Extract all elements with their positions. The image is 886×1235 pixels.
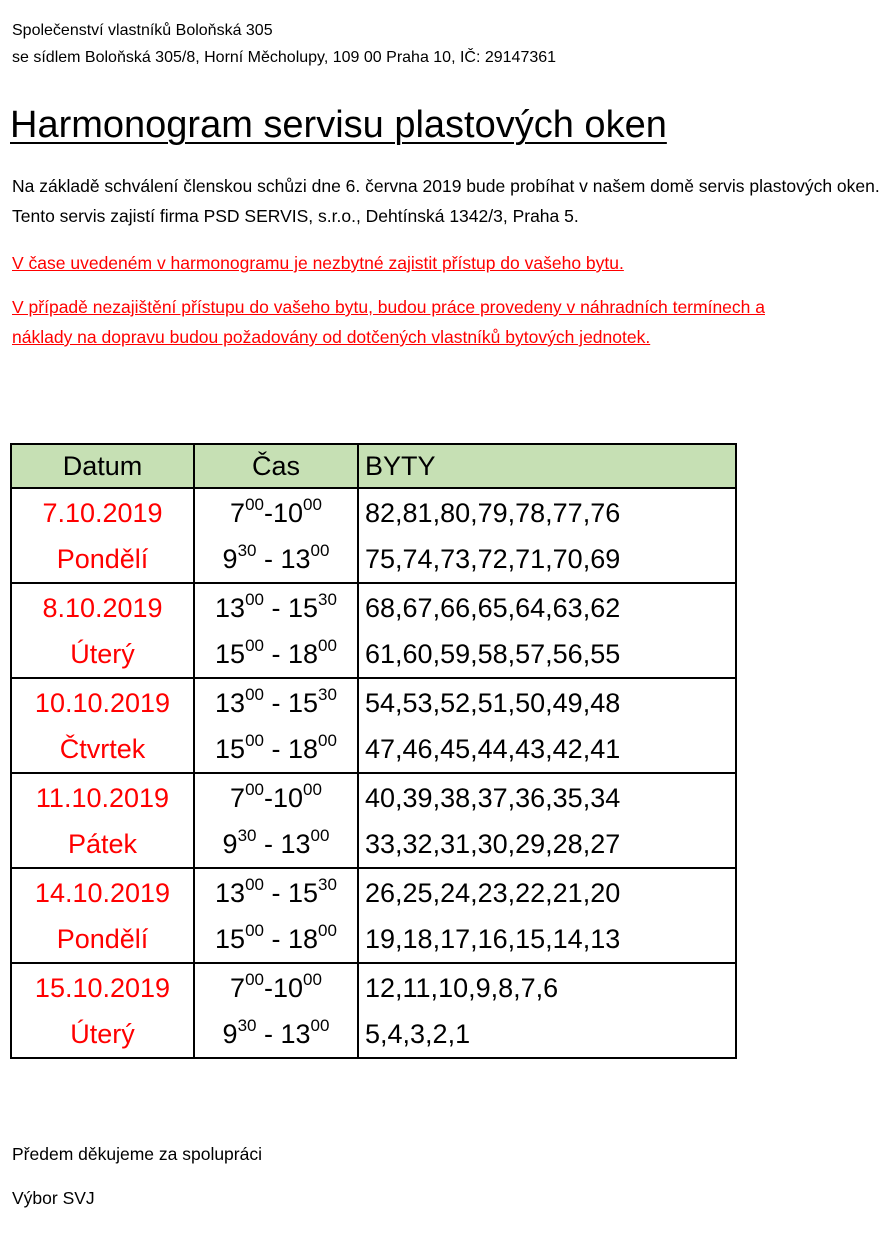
header-flats: BYTY (358, 444, 736, 488)
time-hours: 18 (288, 733, 319, 764)
time-separator: - (264, 733, 288, 764)
thanks-text: Předem děkujeme za spolupráci (12, 1144, 262, 1164)
time-cell (194, 963, 358, 1058)
time-hours: 9 (222, 1018, 238, 1049)
time-minutes: 00 (318, 730, 337, 750)
access-warning: V čase uvedeném v harmonogramu je nezbytné zajistit přístup do vašeho bytu. (12, 253, 624, 273)
time-separator: - (264, 687, 288, 718)
time-slot (195, 536, 357, 582)
date-text: 14.10.2019 (34, 877, 171, 908)
time-cell (194, 583, 358, 678)
time-separator: - (264, 923, 288, 954)
time-hours: 9 (222, 543, 238, 574)
date-text: 8.10.2019 (42, 592, 163, 623)
time-hours: 13 (280, 828, 311, 859)
date-cell (11, 773, 194, 868)
association-name: Společenství vlastníků Boloňská 305 (12, 22, 273, 39)
schedule-table (10, 443, 737, 1059)
date-text: 10.10.2019 (34, 687, 171, 718)
time-minutes: 30 (318, 874, 337, 894)
time-minutes: 00 (245, 874, 264, 894)
flat-numbers: 5,4,3,2,1 (365, 1018, 471, 1049)
time-cell (194, 773, 358, 868)
time-hours: 13 (280, 1018, 311, 1049)
date-cell (11, 488, 194, 583)
flat-numbers: 82,81,80,79,78,77,76 (365, 497, 621, 528)
schedule-body (11, 488, 736, 1058)
flat-numbers: 68,67,66,65,64,63,62 (365, 592, 621, 623)
flats-cell (358, 583, 736, 678)
flat-numbers: 19,18,17,16,15,14,13 (365, 923, 621, 954)
time-hours: 13 (280, 543, 311, 574)
time-separator: - (264, 592, 288, 623)
time-separator: - (263, 782, 273, 813)
time-minutes: 00 (310, 540, 330, 560)
time-slot (195, 1011, 357, 1057)
flat-numbers: 61,60,59,58,57,56,55 (365, 638, 621, 669)
date-text: 15.10.2019 (34, 972, 171, 1003)
flats-cell (358, 773, 736, 868)
flats-cell (358, 678, 736, 773)
time-minutes: 30 (237, 540, 257, 560)
date-cell (11, 678, 194, 773)
time-slot (195, 490, 357, 536)
time-hours: 18 (288, 923, 319, 954)
time-hours: 15 (288, 592, 319, 623)
time-minutes: 00 (245, 635, 264, 655)
flat-numbers: 54,53,52,51,50,49,48 (365, 687, 621, 718)
date-text: 7.10.2019 (42, 497, 163, 528)
flat-numbers: 12,11,10,9,8,7,6 (365, 972, 559, 1003)
date-cell (11, 868, 194, 963)
weekday-text: Úterý (70, 638, 135, 669)
time-hours: 9 (222, 828, 238, 859)
time-hours: 15 (288, 877, 319, 908)
time-separator: - (264, 877, 288, 908)
time-hours: 18 (288, 638, 319, 669)
schedule-row (11, 488, 736, 583)
time-minutes: 00 (303, 969, 322, 989)
time-hours: 13 (215, 877, 246, 908)
time-hours: 15 (288, 687, 319, 718)
intro-paragraph: Na základě schválení členskou schůzi dne 6. června 2019 bude probíhat v našem domě servis plastových oken. Tento servis zajistí firma PSD SERVIS, s.r.o., Dehtínská 1342/3, Praha 5. (12, 176, 880, 226)
flat-numbers: 75,74,73,72,71,70,69 (365, 543, 621, 574)
time-cell (194, 678, 358, 773)
consequence-warning: V případě nezajištění přístupu do vašeho bytu, budou práce provedeny v náhradních termínech a náklady na dopravu budou požadovány od dotčených vlastníků bytových jednotek. (12, 297, 765, 347)
time-minutes: 00 (245, 969, 264, 989)
association-address: se sídlem Boloňská 305/8, Horní Měcholupy, 109 00 Praha 10, IČ: 29147361 (12, 49, 557, 66)
weekday-text: Úterý (70, 1018, 135, 1049)
time-slot (195, 870, 357, 916)
flats-cell (358, 868, 736, 963)
flats-cell (358, 488, 736, 583)
time-slot (195, 821, 357, 867)
time-separator: - (263, 497, 273, 528)
time-hours: 15 (215, 923, 246, 954)
schedule-row (11, 963, 736, 1058)
schedule-row (11, 583, 736, 678)
time-minutes: 00 (245, 730, 264, 750)
time-minutes: 30 (237, 825, 257, 845)
time-separator: - (256, 828, 281, 859)
time-minutes: 00 (245, 920, 264, 940)
time-slot (195, 680, 357, 726)
time-separator: - (256, 543, 281, 574)
time-minutes: 00 (318, 920, 337, 940)
time-minutes: 00 (318, 635, 337, 655)
time-hours: 13 (215, 592, 246, 623)
time-hours: 10 (272, 497, 304, 528)
weekday-text: Čtvrtek (59, 733, 146, 764)
time-hours: 7 (230, 497, 246, 528)
time-minutes: 00 (303, 779, 322, 799)
weekday-text: Pondělí (56, 543, 149, 574)
flat-numbers: 26,25,24,23,22,21,20 (365, 877, 621, 908)
date-text: 11.10.2019 (35, 782, 170, 813)
time-hours: 7 (230, 782, 246, 813)
header-date: Datum (11, 444, 194, 488)
time-minutes: 00 (310, 1015, 330, 1035)
time-slot (195, 585, 357, 631)
time-minutes: 00 (310, 825, 330, 845)
flat-numbers: 47,46,45,44,43,42,41 (365, 733, 621, 764)
weekday-text: Pátek (67, 828, 138, 859)
time-slot (195, 631, 357, 677)
page-title: Harmonogram servisu plastových oken (10, 104, 667, 146)
time-slot (195, 775, 357, 821)
time-cell (194, 868, 358, 963)
time-hours: 10 (272, 782, 304, 813)
time-separator: - (264, 638, 288, 669)
time-separator: - (263, 972, 273, 1003)
time-minutes: 00 (245, 684, 264, 704)
time-minutes: 30 (237, 1015, 257, 1035)
time-slot (195, 916, 357, 962)
time-hours: 10 (272, 972, 304, 1003)
date-cell (11, 583, 194, 678)
time-minutes: 30 (318, 589, 337, 609)
flat-numbers: 33,32,31,30,29,28,27 (365, 828, 621, 859)
time-cell (194, 488, 358, 583)
weekday-text: Pondělí (56, 923, 149, 954)
time-minutes: 00 (245, 494, 264, 514)
time-minutes: 00 (245, 779, 264, 799)
time-separator: - (256, 1018, 281, 1049)
date-cell (11, 963, 194, 1058)
time-minutes: 00 (303, 494, 322, 514)
time-slot (195, 965, 357, 1011)
header-time: Čas (194, 444, 358, 488)
schedule-row (11, 678, 736, 773)
time-hours: 15 (215, 733, 246, 764)
schedule-header-row (11, 444, 736, 488)
schedule-row (11, 868, 736, 963)
flat-numbers: 40,39,38,37,36,35,34 (365, 782, 621, 813)
time-hours: 7 (230, 972, 246, 1003)
time-minutes: 00 (245, 589, 264, 609)
time-hours: 15 (215, 638, 246, 669)
signature: Výbor SVJ (12, 1188, 95, 1208)
flats-cell (358, 963, 736, 1058)
schedule-row (11, 773, 736, 868)
time-minutes: 30 (318, 684, 337, 704)
time-hours: 13 (215, 687, 246, 718)
time-slot (195, 726, 357, 772)
